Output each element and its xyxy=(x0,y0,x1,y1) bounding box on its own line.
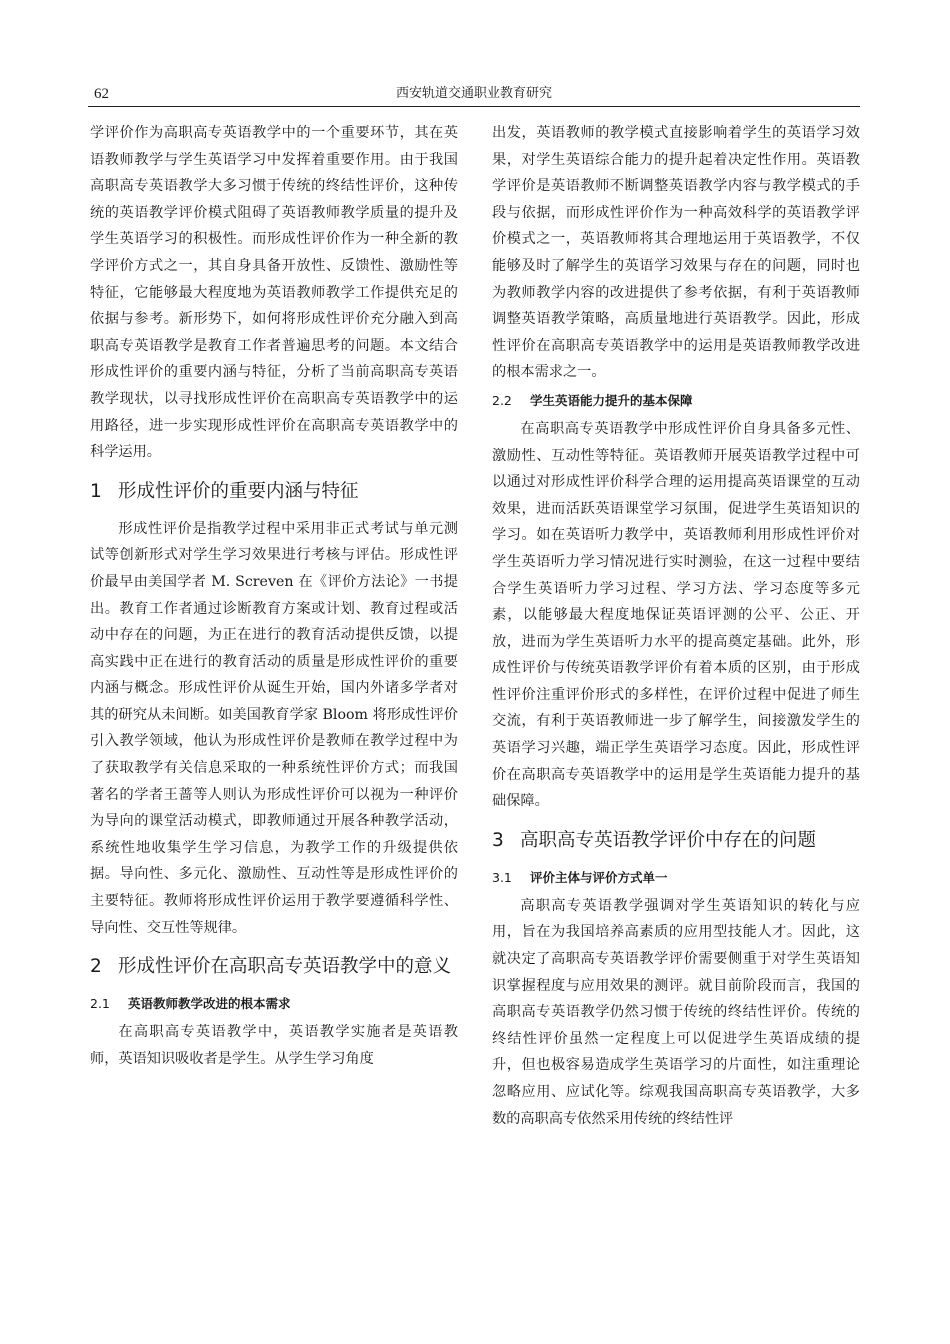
subsection-2-2-title: 学生英语能力提升的基本保障 xyxy=(530,392,693,408)
section-1-number: 1 xyxy=(90,480,102,502)
subsection-2-1-heading xyxy=(90,991,458,1017)
section-1-title: 形成性评价的重要内涵与特征 xyxy=(118,480,359,502)
section-1-paragraph: 形成性评价是指教学过程中采用非正式考试与单元测试等创新形式对学生学习效果进行考核与评估。形成性评价最早由美国学者 M. Screven 在《评价方法论》一书提出。教育工作者通过诊断教育方案或计划、教育过程或活动中存在的问题，为正在进行的教育活动提供反馈，以提高实践中正在进行的教育活动的质量是形成性评价的重要内涵与概念。形成性评价从诞生开始，国内外诸多学者对其的研究从未间断。如美国教育学家 Bloom 将形成性评价引入教学领域，他认为形成性评价是教师在教学过程中为了获取教学有关信息采取的一种系统性评价方式；而我国著名的学者王蔷等人则认为形成性评价可以视为一种评价为导向的课堂活动模式，即教师通过开展各种教学活动，系统性地收集学生学习信息，为教学工作的升级提供依据。导向性、多元化、激励性、互动性等是形成性评价的主要特征。教师将形成性评价运用于教学要遵循科学性、导向性、交互性等规律。 xyxy=(90,520,458,936)
subsection-2-2-heading xyxy=(492,388,860,414)
journal-title: 西安轨道交通职业教育研究 xyxy=(395,86,552,101)
section-2-title: 形成性评价在高职高专英语教学中的意义 xyxy=(118,956,452,978)
subsection-2-1-title: 英语教师教学改进的根本需求 xyxy=(128,996,291,1012)
right-column xyxy=(492,120,860,1132)
section-3-heading xyxy=(492,825,860,857)
subsection-3-1-title: 评价主体与评价方式单一 xyxy=(530,869,668,885)
subsection-2-1-paragraph-continued: 出发，英语教师的教学模式直接影响着学生的英语学习效果，对学生英语综合能力的提升起着决定性作用。英语教学评价是英语教师不断调整英语教学内容与教学模式的手段与依据，而形成性评价作为一种高效科学的英语教学评价模式之一，英语教师将其合理地运用于英语教学，不仅能够及时了解学生的英语学习效果与存在的问题，同时也为教师教学内容的改进提供了参考依据，有利于英语教师调整英语教学策略，高质量地进行英语教学。因此，形成性评价在高职高专英语教学中的运用是英语教师教学改进的根本需求之一。 xyxy=(492,125,860,381)
subsection-2-1-paragraph: 在高职高专英语教学中，英语教学实施者是英语教师，英语知识吸收者是学生。从学生学习角度 xyxy=(90,1024,458,1067)
left-column xyxy=(90,120,458,1072)
subsection-2-1-number: 2.1 xyxy=(90,996,110,1012)
subsection-3-1-paragraph: 高职高专英语教学强调对学生英语知识的转化与应用，旨在为我国培养高素质的应用型技能人才。因此，这就决定了高职高专英语教学评价需要侧重于对学生英语知识掌握程度与应用效果的测评。就目前阶段而言，我国的高职高专英语教学仍然习惯于传统的终结性评价。传统的终结性评价虽然一定程度上可以促进学生英语成绩的提升，但也极容易造成学生英语学习的片面性，如注重理论忽略应用、应试化等。综观我国高职高专英语教学，大多数的高职高专依然采用传统的终结性评 xyxy=(492,897,860,1127)
section-3-number: 3 xyxy=(492,829,504,851)
section-2-heading xyxy=(90,951,458,983)
subsection-2-2-number: 2.2 xyxy=(492,392,512,408)
section-3-title: 高职高专英语教学评价中存在的问题 xyxy=(520,829,817,851)
intro-paragraph-continued: 学评价作为高职高专英语教学中的一个重要环节，其在英语教师教学与学生英语学习中发挥着重要作用。由于我国高职高专英语教学大多习惯于传统的终结性评价，这种传统的英语教学评价模式阻碍了英语教师教学质量的提升及学生英语学习的积极性。而形成性评价作为一种全新的教学评价方式之一，其自身具备开放性、反馈性、激励性等特征，它能够最大程度地为英语教师教学工作提供充足的依据与参考。新形势下，如何将形成性评价充分融入到高职高专英语教学是教育工作者普遍思考的问题。本文结合形成性评价的重要内涵与特征，分析了当前高职高专英语教学现状，以寻找形成性评价在高职高专英语教学中的运用路径，进一步实现形成性评价在高职高专英语教学中的科学运用。 xyxy=(90,125,458,461)
subsection-3-1-number: 3.1 xyxy=(492,869,512,885)
subsection-3-1-heading xyxy=(492,865,860,891)
section-2-number: 2 xyxy=(90,956,102,978)
section-1-heading xyxy=(90,476,458,508)
page-number: 62 xyxy=(94,86,109,102)
running-header xyxy=(88,84,860,107)
subsection-2-2-paragraph: 在高职高专英语教学中形成性评价自身具备多元性、激励性、互动性等特征。英语教师开展英语教学过程中可以通过对形成性评价科学合理的运用提高英语课堂的互动效果，进而活跃英语课堂学习氛围，促进学生英语知识的学习。如在英语听力教学中，英语教师利用形成性评价对学生英语听力学习情况进行实时测验，在这一过程中要结合学生英语听力学习过程、学习方法、学习态度等多元素，以能够最大程度地保证英语评测的公平、公正、开放，进而为学生英语听力水平的提高奠定基础。此外，形成性评价与传统英语教学评价有着本质的区别，由于形成性评价注重评价形式的多样性，在评价过程中促进了师生交流，有利于英语教师进一步了解学生，间接激发学生的英语学习兴趣，端正学生英语学习态度。因此，形成性评价在高职高专英语教学中的运用是学生英语能力提升的基础保障。 xyxy=(492,420,860,810)
